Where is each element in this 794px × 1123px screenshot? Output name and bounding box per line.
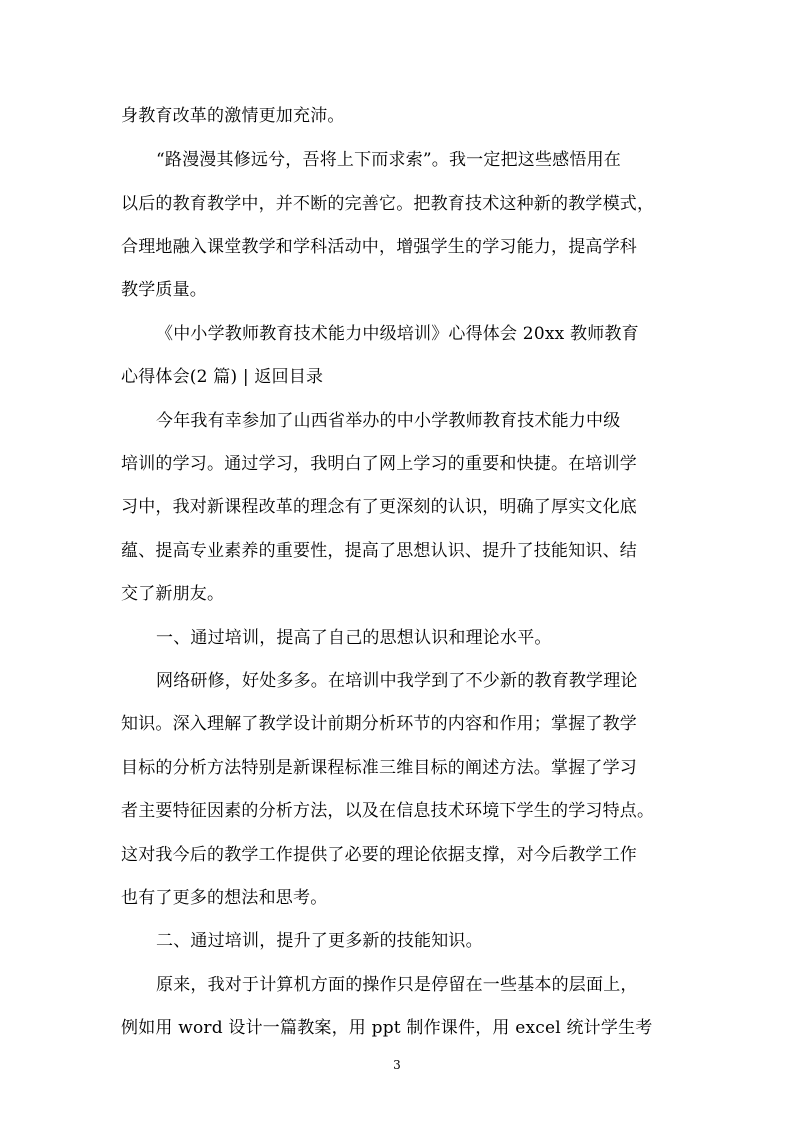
text-line: 教学质量。 [121,280,207,300]
text-line: 者主要特征因素的分析方法，以及在信息技术环境下学生的学习特点。 [121,801,655,821]
text-line: 习中，我对新课程改革的理念有了更深刻的认识，明确了厚实文化底 [121,497,637,517]
text-line: 例如用 word 设计一篇教案，用 ppt 制作课件，用 excel 统计学生考 [121,1018,653,1038]
text-line: 知识。深入理解了教学设计前期分析环节的内容和作用；掌握了教学 [121,714,637,734]
text-line: 目标的分析方法特别是新课程标准三维目标的阐述方法。掌握了学习 [121,758,637,778]
text-line: 培训的学习。通过学习，我明白了网上学习的重要和快捷。在培训学 [121,454,637,474]
text-line: 蕴、提高专业素养的重要性，提高了思想认识、提升了技能知识、结 [121,541,637,561]
text-line: 以后的教育教学中，并不断的完善它。把教育技术这种新的教学模式， [121,194,655,214]
page-number: 3 [393,1058,401,1072]
text-line: 合理地融入课堂教学和学科活动中，增强学生的学习能力，提高学科 [121,237,637,257]
section-title-line: 《中小学教师教育技术能力中级培训》心得体会 20xx 教师教育 [156,324,639,344]
text-line: 今年我有幸参加了山西省举办的中小学教师教育技术能力中级 [156,411,621,431]
text-line: 交了新朋友。 [121,584,225,604]
text-line: 这对我今后的教学工作提供了必要的理论依据支撑，对今后教学工作 [121,845,637,865]
section-title-line: 心得体会(2 篇) | 返回目录 [121,367,324,387]
text-line: “路漫漫其修远兮，吾将上下而求索”。我一定把这些感悟用在 [156,150,621,170]
text-line: 原来，我对于计算机方面的操作只是停留在一些基本的层面上， [156,975,638,995]
heading-line: 二、通过培训，提升了更多新的技能知识。 [156,931,483,951]
heading-line: 一、通过培训，提高了自己的思想认识和理论水平。 [156,628,552,648]
text-line: 网络研修，好处多多。在培训中我学到了不少新的教育教学理论 [156,671,638,691]
text-line: 身教育改革的激情更加充沛。 [121,106,345,126]
text-line: 也有了更多的想法和思考。 [121,888,328,908]
